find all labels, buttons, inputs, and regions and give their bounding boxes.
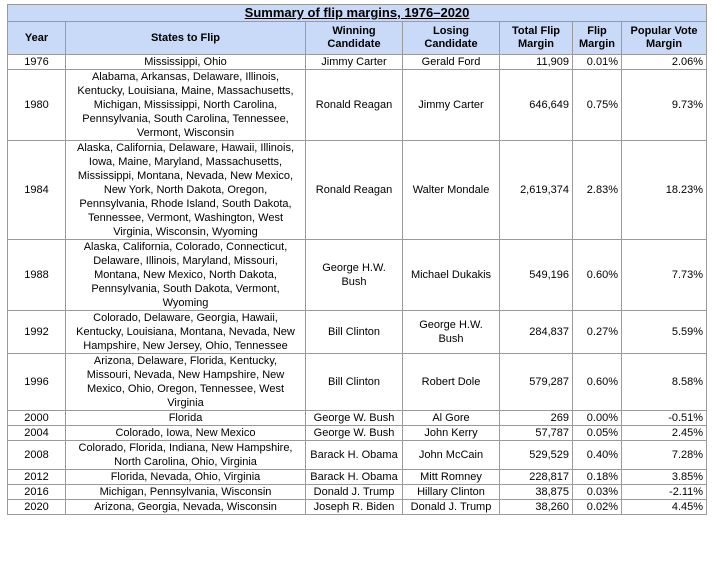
cell-loser: Mitt Romney	[403, 470, 500, 485]
column-header-flip-margin: Flip Margin	[573, 22, 622, 55]
cell-flip-margin: 2.83%	[573, 141, 622, 240]
cell-states: Mississippi, Ohio	[66, 55, 306, 70]
cell-states: Colorado, Delaware, Georgia, Hawaii, Kentucky, Louisiana, Montana, Nevada, New Hampshire, New Jersey, Ohio, Tennessee	[66, 311, 306, 354]
cell-total-flip-margin: 2,619,374	[500, 141, 573, 240]
cell-loser: George H.W. Bush	[403, 311, 500, 354]
cell-year: 1992	[8, 311, 66, 354]
cell-total-flip-margin: 38,875	[500, 485, 573, 500]
cell-winner: Donald J. Trump	[306, 485, 403, 500]
flip-margins-table	[7, 4, 707, 515]
cell-total-flip-margin: 57,787	[500, 426, 573, 441]
cell-year: 2000	[8, 411, 66, 426]
table-row	[8, 354, 707, 411]
cell-winner: George W. Bush	[306, 426, 403, 441]
cell-states: Florida	[66, 411, 306, 426]
cell-states: Alabama, Arkansas, Delaware, Illinois, Kentucky, Louisiana, Maine, Massachusetts, Michigan, Mississippi, North Carolina, Pennsylvania, South Carolina, Tennessee, Vermont, Wisconsin	[66, 70, 306, 141]
cell-year: 1996	[8, 354, 66, 411]
cell-total-flip-margin: 11,909	[500, 55, 573, 70]
cell-year: 2020	[8, 500, 66, 515]
column-header-year: Year	[8, 22, 66, 55]
table-row	[8, 55, 707, 70]
cell-winner: George H.W. Bush	[306, 240, 403, 311]
cell-flip-margin: 0.05%	[573, 426, 622, 441]
cell-total-flip-margin: 38,260	[500, 500, 573, 515]
cell-year: 2004	[8, 426, 66, 441]
cell-flip-margin: 0.75%	[573, 70, 622, 141]
cell-states: Michigan, Pennsylvania, Wisconsin	[66, 485, 306, 500]
cell-total-flip-margin: 269	[500, 411, 573, 426]
cell-winner: Jimmy Carter	[306, 55, 403, 70]
table-row	[8, 470, 707, 485]
table-row	[8, 240, 707, 311]
cell-loser: Michael Dukakis	[403, 240, 500, 311]
cell-year: 2016	[8, 485, 66, 500]
cell-popular-vote-margin: 8.58%	[622, 354, 707, 411]
cell-flip-margin: 0.00%	[573, 411, 622, 426]
cell-flip-margin: 0.01%	[573, 55, 622, 70]
cell-flip-margin: 0.02%	[573, 500, 622, 515]
title-row	[8, 5, 707, 22]
cell-states: Florida, Nevada, Ohio, Virginia	[66, 470, 306, 485]
cell-flip-margin: 0.40%	[573, 441, 622, 470]
cell-popular-vote-margin: 2.45%	[622, 426, 707, 441]
cell-year: 1988	[8, 240, 66, 311]
cell-popular-vote-margin: -2.11%	[622, 485, 707, 500]
cell-popular-vote-margin: 9.73%	[622, 70, 707, 141]
table-row	[8, 441, 707, 470]
cell-total-flip-margin: 549,196	[500, 240, 573, 311]
cell-winner: George W. Bush	[306, 411, 403, 426]
table-row	[8, 426, 707, 441]
column-header-winner: Winning Candidate	[306, 22, 403, 55]
cell-winner: Barack H. Obama	[306, 470, 403, 485]
column-header-states: States to Flip	[66, 22, 306, 55]
cell-loser: Robert Dole	[403, 354, 500, 411]
cell-states: Colorado, Florida, Indiana, New Hampshire, North Carolina, Ohio, Virginia	[66, 441, 306, 470]
table-row	[8, 141, 707, 240]
cell-winner: Barack H. Obama	[306, 441, 403, 470]
table-row	[8, 485, 707, 500]
cell-total-flip-margin: 646,649	[500, 70, 573, 141]
cell-flip-margin: 0.27%	[573, 311, 622, 354]
table-row	[8, 411, 707, 426]
table-row	[8, 311, 707, 354]
cell-total-flip-margin: 529,529	[500, 441, 573, 470]
cell-states: Arizona, Delaware, Florida, Kentucky, Missouri, Nevada, New Hampshire, New Mexico, Ohio, Oregon, Tennessee, West Virginia	[66, 354, 306, 411]
cell-loser: Al Gore	[403, 411, 500, 426]
cell-loser: Jimmy Carter	[403, 70, 500, 141]
cell-popular-vote-margin: -0.51%	[622, 411, 707, 426]
cell-winner: Bill Clinton	[306, 311, 403, 354]
column-header-popular-vote-margin: Popular Vote Margin	[622, 22, 707, 55]
cell-winner: Ronald Reagan	[306, 70, 403, 141]
cell-loser: Gerald Ford	[403, 55, 500, 70]
cell-loser: Hillary Clinton	[403, 485, 500, 500]
cell-winner: Joseph R. Biden	[306, 500, 403, 515]
table-row	[8, 70, 707, 141]
cell-flip-margin: 0.60%	[573, 354, 622, 411]
cell-flip-margin: 0.03%	[573, 485, 622, 500]
cell-year: 2008	[8, 441, 66, 470]
cell-popular-vote-margin: 18.23%	[622, 141, 707, 240]
cell-year: 1976	[8, 55, 66, 70]
cell-loser: John McCain	[403, 441, 500, 470]
cell-year: 1984	[8, 141, 66, 240]
table-row	[8, 500, 707, 515]
cell-total-flip-margin: 579,287	[500, 354, 573, 411]
cell-winner: Bill Clinton	[306, 354, 403, 411]
cell-year: 1980	[8, 70, 66, 141]
cell-flip-margin: 0.60%	[573, 240, 622, 311]
cell-loser: Walter Mondale	[403, 141, 500, 240]
cell-total-flip-margin: 284,837	[500, 311, 573, 354]
column-header-loser: Losing Candidate	[403, 22, 500, 55]
cell-winner: Ronald Reagan	[306, 141, 403, 240]
cell-popular-vote-margin: 5.59%	[622, 311, 707, 354]
cell-popular-vote-margin: 2.06%	[622, 55, 707, 70]
cell-popular-vote-margin: 4.45%	[622, 500, 707, 515]
cell-states: Alaska, California, Delaware, Hawaii, Illinois, Iowa, Maine, Maryland, Massachusetts, Mississippi, Montana, Nevada, New Mexico, New York, North Dakota, Oregon, Pennsylvania, Rhode Island, South Dakota, Tennessee, Vermont, Washington, West Virginia, Wisconsin, Wyoming	[66, 141, 306, 240]
cell-flip-margin: 0.18%	[573, 470, 622, 485]
column-header-total-flip-margin: Total Flip Margin	[500, 22, 573, 55]
cell-popular-vote-margin: 7.73%	[622, 240, 707, 311]
table-title: Summary of flip margins, 1976–2020	[8, 5, 707, 22]
cell-states: Alaska, California, Colorado, Connecticut, Delaware, Illinois, Maryland, Missouri, Montana, New Mexico, North Dakota, Pennsylvania, South Dakota, Vermont, Wyoming	[66, 240, 306, 311]
header-row	[8, 22, 707, 55]
cell-loser: Donald J. Trump	[403, 500, 500, 515]
cell-popular-vote-margin: 7.28%	[622, 441, 707, 470]
cell-states: Arizona, Georgia, Nevada, Wisconsin	[66, 500, 306, 515]
cell-year: 2012	[8, 470, 66, 485]
cell-total-flip-margin: 228,817	[500, 470, 573, 485]
flip-margins-table-container	[7, 4, 706, 515]
cell-popular-vote-margin: 3.85%	[622, 470, 707, 485]
cell-states: Colorado, Iowa, New Mexico	[66, 426, 306, 441]
cell-loser: John Kerry	[403, 426, 500, 441]
